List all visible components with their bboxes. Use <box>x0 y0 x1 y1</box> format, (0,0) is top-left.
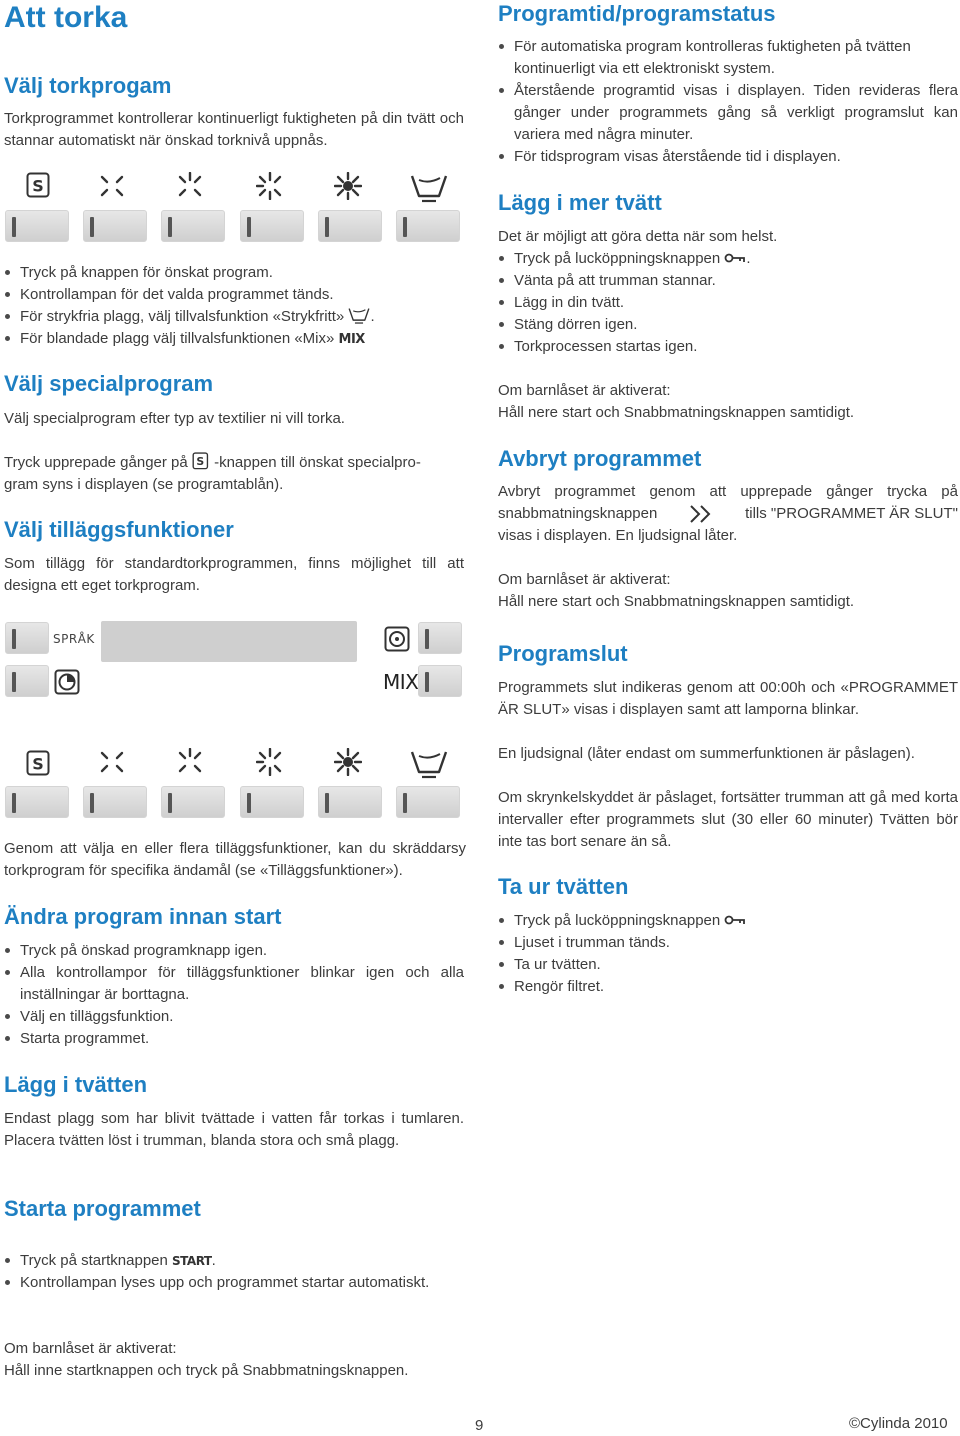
list-item: Stäng dörren igen. <box>498 314 958 336</box>
program-button-dry-1[interactable] <box>83 210 147 242</box>
heading-program-status: Programtid/programstatus <box>498 1 776 26</box>
program-end-p3: Om skrynkelskyddet är påslaget, fortsätter trumman att gå med korta intervaller efter programmets slut (30 eller 60 minuter) Tvätten bör inte tas bort senare än så. <box>498 789 958 850</box>
list-item: Tryck på önskad programknapp igen. <box>4 940 464 962</box>
special-program-p2 <box>4 452 474 496</box>
door-key-icon <box>724 915 746 929</box>
program-button-dry-3[interactable] <box>240 786 304 818</box>
s-program-icon <box>26 172 52 200</box>
special-program-p1: Välj specialprogram efter typ av textilier ni vill torka. <box>4 410 345 427</box>
list-item: Starta programmet. <box>4 1028 464 1050</box>
list-item <box>498 910 958 932</box>
dry-level-4-icon <box>334 172 362 200</box>
iron-free-icon <box>410 172 448 204</box>
cancel-line-2-b: tills "PROGRAMMET ÄR SLUT" <box>745 505 958 522</box>
fast-forward-icon <box>688 504 714 524</box>
program-button-s[interactable] <box>5 210 69 242</box>
select-program-intro: Torkprogrammet kontrollerar kontinuerligt fuktigheten på din tvätt och stannar automatiskt när önskad torknivå uppnås. <box>4 110 464 149</box>
language-label: SPRÅK <box>53 632 95 646</box>
program-status-list <box>498 36 958 168</box>
timer-button[interactable] <box>5 665 49 697</box>
display-panel <box>101 621 357 662</box>
list-item-text-end: . <box>370 308 375 325</box>
special-program-p2-a: Tryck upprepade gånger på <box>4 454 188 471</box>
special-program-p2-c: gram syns i displayen (se programtablån). <box>4 476 284 493</box>
program-button-dry-2[interactable] <box>161 786 225 818</box>
cancel-childlock-text: Håll nere start och Snabbmatningsknappen samtidigt. <box>498 593 855 610</box>
list-item: Ljuset i trumman tänds. <box>498 932 958 954</box>
dry-level-2-icon <box>176 172 204 200</box>
list-item: För automatiska program kontrolleras fuktigheten på tvätten kontinuerligt via ett elektroniskt system. <box>498 36 958 80</box>
program-button-iron-free[interactable] <box>396 786 460 818</box>
cancel-line-1: Avbryt programmet genom att upprepade gånger trycka på <box>498 483 958 500</box>
list-item: Återstående programtid visas i displayen. Tiden revideras flera gånger under programmets gång så verkligt programslut kan variera med några minuter. <box>498 80 958 146</box>
start-program-list <box>4 1250 464 1294</box>
program-button-dry-4[interactable] <box>318 786 382 818</box>
list-item: Tryck på knappen för önskat program. <box>4 262 474 284</box>
cancel-line-2 <box>498 503 958 525</box>
special-program-p2-b: -knappen till önskat specialpro- <box>214 454 421 471</box>
program-button-s[interactable] <box>5 786 69 818</box>
page-title: Att torka <box>4 1 128 34</box>
dry-level-1-icon <box>98 172 126 200</box>
drum-light-icon <box>384 626 410 652</box>
list-item <box>4 306 474 328</box>
drum-light-button[interactable] <box>418 622 462 654</box>
heading-special-program: Välj specialprogram <box>4 371 214 396</box>
program-end-p1: Programmets slut indikeras genom att 00:00h och «PROGRAMMET ÄR SLUT» visas i displayen samt att lamporna blinkar. <box>498 679 958 718</box>
heading-change-program: Ändra program innan start <box>4 904 282 929</box>
program-button-dry-4[interactable] <box>318 210 382 242</box>
mix-icon: MIX <box>383 670 419 694</box>
list-item <box>498 248 958 270</box>
list-item <box>4 1250 464 1272</box>
list-item-text: Tryck på lucköppningsknappen <box>514 250 721 267</box>
start-childlock-text: Håll inne startknappen och tryck på Snabbmatningsknappen. <box>4 1362 409 1379</box>
list-item: Kontrollampan för det valda programmet tänds. <box>4 284 474 306</box>
list-item: Ta ur tvätten. <box>498 954 958 976</box>
heading-cancel-program: Avbryt programmet <box>498 446 702 471</box>
list-item <box>4 328 474 351</box>
list-item: Rengör filtret. <box>498 976 958 998</box>
extra-functions-p1: Som tillägg för standardtorkprogrammen, finns möjlighet till att designa ett eget torkprogram. <box>4 555 464 594</box>
list-item: Vänta på att trumman stannar. <box>498 270 958 292</box>
extra-functions-p2: Genom att välja en eller flera tilläggsfunktioner, kan du skräddarsy torkprogram för specifika ändamål (se «Tilläggsfunktioner»). <box>4 840 466 879</box>
list-item-text: Tryck på startknappen <box>20 1252 168 1269</box>
list-item-text-end: . <box>746 250 751 267</box>
list-item-text-end: . <box>211 1252 216 1269</box>
s-program-icon <box>192 452 210 471</box>
timer-icon <box>54 669 80 695</box>
cancel-childlock-label: Om barnlåset är aktiverat: <box>498 571 671 588</box>
dry-level-1-icon <box>98 748 126 776</box>
program-button-iron-free[interactable] <box>396 210 460 242</box>
heading-load-laundry: Lägg i tvätten <box>4 1072 148 1097</box>
list-item: För tidsprogram visas återstående tid i displayen. <box>498 146 958 168</box>
heading-remove-laundry: Ta ur tvätten <box>498 874 629 899</box>
heading-add-laundry: Lägg i mer tvätt <box>498 190 662 215</box>
door-key-icon <box>724 253 746 267</box>
list-item-text: Tryck på lucköppningsknappen <box>514 912 721 929</box>
iron-free-icon <box>348 306 370 325</box>
iron-free-icon <box>410 748 448 780</box>
copyright: ©Cylinda 2010 <box>849 1415 948 1432</box>
list-item: Torkprocessen startas igen. <box>498 336 958 358</box>
list-item: Alla kontrollampor för tilläggsfunktioner blinkar igen och alla inställningar är borttagna. <box>4 962 464 1006</box>
program-button-dry-2[interactable] <box>161 210 225 242</box>
change-program-list <box>4 940 464 1050</box>
list-item: Kontrollampan lyses upp och programmet startar automatiskt. <box>4 1272 464 1294</box>
list-item-text: För strykfria plagg, välj tillvalsfunktion «Strykfritt» <box>20 308 345 325</box>
page-number: 9 <box>475 1417 484 1434</box>
heading-program-end: Programslut <box>498 641 628 666</box>
dry-level-4-icon <box>334 748 362 776</box>
dry-level-3-icon <box>256 748 284 776</box>
add-laundry-childlock-text: Håll nere start och Snabbmatningsknappen samtidigt. <box>498 404 855 421</box>
select-program-list <box>4 262 474 351</box>
heading-start-program: Starta programmet <box>4 1196 201 1221</box>
add-laundry-childlock-label: Om barnlåset är aktiverat: <box>498 382 671 399</box>
cancel-line-3: visas i displayen. En ljudsignal låter. <box>498 527 738 544</box>
add-laundry-intro: Det är möjligt att göra detta när som helst. <box>498 228 778 245</box>
start-childlock-label: Om barnlåset är aktiverat: <box>4 1340 177 1357</box>
cancel-program-text <box>498 481 958 547</box>
heading-extra-functions: Välj tilläggsfunktioner <box>4 517 234 542</box>
list-item: Välj en tilläggsfunktion. <box>4 1006 464 1028</box>
mix-icon: MIX <box>338 332 365 347</box>
cancel-line-2-a: snabbmatningsknappen <box>498 505 658 522</box>
heading-select-program: Välj torkprogam <box>4 73 172 98</box>
list-item: Lägg in din tvätt. <box>498 292 958 314</box>
list-item-text: För blandade plagg välj tillvalsfunktionen «Mix» <box>20 330 335 347</box>
s-program-icon <box>26 750 52 778</box>
dry-level-3-icon <box>256 172 284 200</box>
program-button-dry-1[interactable] <box>83 786 147 818</box>
load-laundry-text: Endast plagg som har blivit tvättade i vatten får torkas i tumlaren. Placera tvätten löst i trumman, blanda stora och små plagg. <box>4 1110 464 1149</box>
program-button-dry-3[interactable] <box>240 210 304 242</box>
start-icon: START <box>172 1254 212 1268</box>
language-button[interactable] <box>5 622 49 654</box>
dry-level-2-icon <box>176 748 204 776</box>
remove-laundry-list <box>498 910 958 998</box>
add-laundry-list <box>498 248 958 358</box>
mix-button[interactable] <box>418 665 462 697</box>
program-end-p2: En ljudsignal (låter endast om summerfunktionen är påslagen). <box>498 745 915 762</box>
